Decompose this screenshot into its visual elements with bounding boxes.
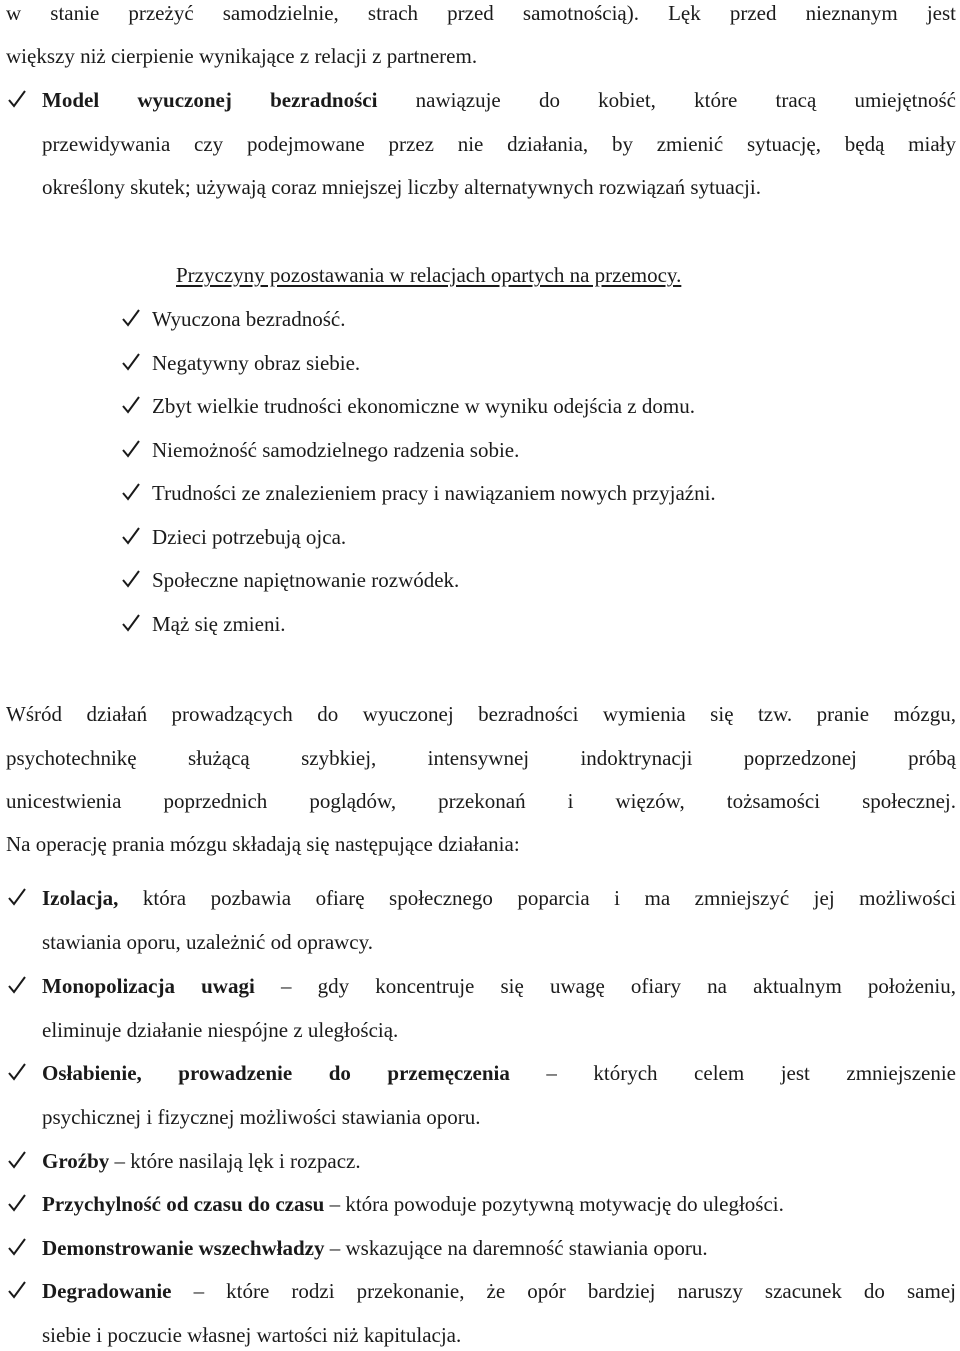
checkmark-icon — [6, 1236, 28, 1258]
action-item — [42, 1281, 956, 1302]
checkmark-icon — [6, 886, 28, 908]
reason-item: Wyuczona bezradność. — [152, 307, 346, 331]
reason-item: Społeczne napiętnowanie rozwódek. — [152, 568, 460, 592]
model-term: Model wyuczonej bezradności — [42, 88, 378, 112]
checkmark-icon — [120, 525, 142, 547]
checkmark-icon — [120, 351, 142, 373]
action-item — [42, 976, 956, 997]
action-item — [42, 1151, 361, 1172]
reasons-heading: Przyczyny pozostawania w relacjach opartych na przemocy. — [176, 263, 682, 287]
action-continuation: siebie i poczucie własnej wartości niż kapitulacja. — [42, 1323, 462, 1347]
model-line-3: określony skutek; używają coraz mniejszej liczby alternatywnych rozwiązań sytuacji. — [42, 175, 761, 199]
action-description: – gdy koncentruje się uwagę ofiary na aktualnym położeniu, — [254, 974, 956, 998]
intro-line-1: w stanie przeżyć samodzielnie, strach przed samotnością). Lęk przed nieznanym jest — [6, 1, 956, 25]
model-line-2: przewidywania czy podejmowane przez nie działania, by zmienić sytuację, będą miały — [42, 132, 956, 156]
action-term: Osłabienie, prowadzenie do przemęczenia — [42, 1061, 510, 1085]
para-line-4: Na operację prania mózgu składają się następujące działania: — [6, 832, 520, 856]
checkmark-icon — [6, 1192, 28, 1214]
action-item — [42, 1063, 956, 1084]
reason-item: Dzieci potrzebują ojca. — [152, 525, 347, 549]
action-description: – która powoduje pozytywną motywację do uległości. — [324, 1192, 784, 1216]
action-continuation: psychicznej i fizycznej możliwości stawiania oporu. — [42, 1105, 481, 1129]
model-line-1-rest: nawiązuje do kobiet, które tracą umiejętność — [377, 88, 956, 112]
checkmark-icon — [120, 307, 142, 329]
reason-item: Trudności ze znalezieniem pracy i nawiązaniem nowych przyjaźni. — [152, 481, 716, 505]
action-description: – które nasilają lęk i rozpacz. — [109, 1149, 361, 1173]
checkmark-icon — [6, 1279, 28, 1301]
reason-item: Niemożność samodzielnego radzenia sobie. — [152, 438, 520, 462]
action-continuation: stawiania oporu, uzależnić od oprawcy. — [42, 930, 374, 954]
checkmark-icon — [6, 88, 28, 110]
action-description: – wskazujące na daremność stawiania oporu. — [324, 1236, 708, 1260]
model-line-1 — [42, 90, 956, 111]
action-item — [42, 888, 956, 909]
action-term: Demonstrowanie wszechwładzy — [42, 1236, 325, 1260]
para-line-1: Wśród działań prowadzących do wyuczonej bezradności wymienia się tzw. pranie mózgu, — [6, 702, 956, 726]
para-line-2: psychotechnikę służącą szybkiej, intensywnej indoktrynacji poprzedzonej próbą — [6, 746, 956, 770]
checkmark-icon — [120, 394, 142, 416]
reason-item: Mąż się zmieni. — [152, 612, 286, 636]
checkmark-icon — [6, 1149, 28, 1171]
action-description: – które rodzi przekonanie, że opór bardziej naruszy szacunek do samej — [171, 1279, 956, 1303]
checkmark-icon — [6, 1061, 28, 1083]
action-description: która pozbawia ofiarę społecznego poparcia i ma zmniejszyć jej możliwości — [118, 886, 956, 910]
checkmark-icon — [6, 974, 28, 996]
action-term: Przychylność od czasu do czasu — [42, 1192, 325, 1216]
action-item — [42, 1238, 708, 1259]
action-description: – których celem jest zmniejszenie — [509, 1061, 956, 1085]
intro-line-2: większy niż cierpienie wynikające z relacji z partnerem. — [6, 44, 478, 68]
action-term: Degradowanie — [42, 1279, 172, 1303]
checkmark-icon — [120, 438, 142, 460]
checkmark-icon — [120, 612, 142, 634]
para-line-3: unicestwienia poprzednich poglądów, przekonań i więzów, tożsamości społecznej. — [6, 789, 956, 813]
action-item — [42, 1194, 784, 1215]
action-term: Izolacja, — [42, 886, 119, 910]
action-term: Monopolizacja uwagi — [42, 974, 255, 998]
checkmark-icon — [120, 568, 142, 590]
reason-item: Negatywny obraz siebie. — [152, 351, 361, 375]
checkmark-icon — [120, 481, 142, 503]
action-term: Groźby — [42, 1149, 110, 1173]
action-continuation: eliminuje działanie niespójne z uległością. — [42, 1018, 399, 1042]
reason-item: Zbyt wielkie trudności ekonomiczne w wyniku odejścia z domu. — [152, 394, 695, 418]
